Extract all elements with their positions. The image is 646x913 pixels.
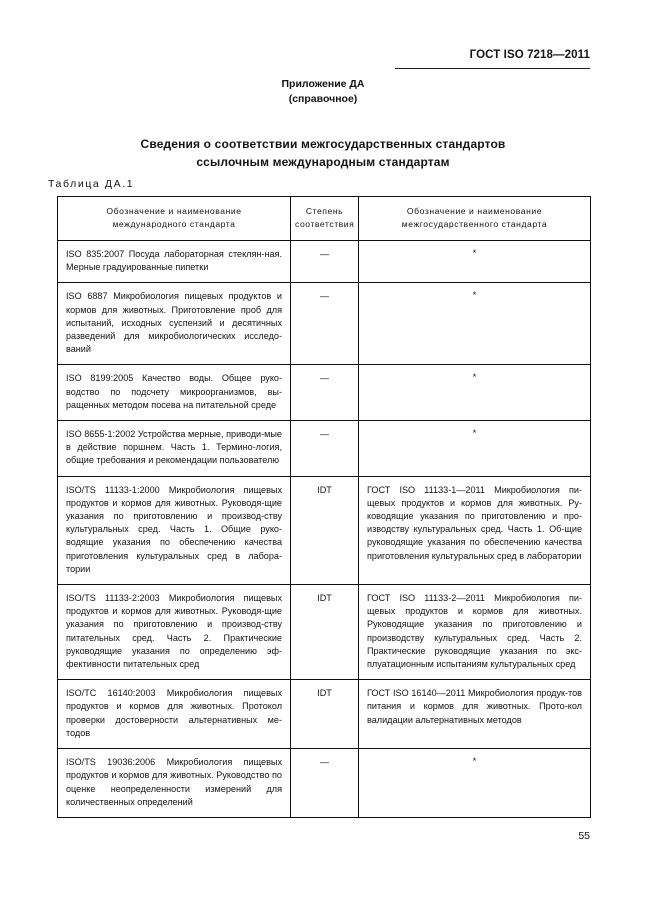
column-header-degree-line-2: соответствия (295, 219, 355, 229)
column-header-national-line-1: Обозначение и наименование (406, 206, 543, 216)
cell-national-standard: ГОСТ ISO 16140—2011 Микробиология продук-тов питания и кормов для животных. Прото-кол валидации альтернативных методов (359, 680, 591, 749)
table-body (58, 241, 591, 818)
table-row (58, 585, 591, 680)
cell-international-standard: ISO 8199:2005 Качество воды. Общее руко-водство по подсчету микроорганизмов, вы-ращенных методом посева на питательной среде (58, 365, 291, 421)
appendix-heading (0, 77, 646, 107)
column-header-national-standard (359, 197, 591, 241)
page-title (70, 135, 576, 171)
header-rule (395, 68, 590, 69)
cell-degree-of-correspondence: — (291, 365, 359, 421)
cell-degree-of-correspondence: IDT (291, 585, 359, 680)
cell-international-standard: ISO/TC 16140:2003 Микробиология пищевых продуктов и кормов для животных. Протокол проверки достоверности альтернативных ме-тодов (58, 680, 291, 749)
column-header-international-line-2: международного стандарта (112, 219, 236, 229)
cell-national-standard-footnote: * (359, 421, 591, 477)
cell-degree-of-correspondence: — (291, 421, 359, 477)
appendix-subtitle: (справочное) (288, 93, 358, 105)
table-row (58, 680, 591, 749)
cell-degree-of-correspondence: — (291, 241, 359, 283)
column-header-international-standard (58, 197, 291, 241)
table-row (58, 421, 591, 477)
cell-national-standard-footnote: * (359, 241, 591, 283)
page-title-line-2: ссылочным международным стандартам (196, 155, 450, 169)
cell-international-standard: ISO/TS 19036:2006 Микробиология пищевых продуктов и кормов для животных. Руководство по оценке неопределенности измерений для количественных определений (58, 749, 291, 818)
table-caption: Таблица ДА.1 (48, 178, 135, 190)
cell-degree-of-correspondence: — (291, 749, 359, 818)
cell-international-standard: ISO 6887 Микробиология пищевых продуктов и кормов для животных. Приготовление проб для испытаний, исходных суспензий и десятичных разведений для микробиологических исследо-ваний (58, 283, 291, 365)
table-row (58, 749, 591, 818)
cell-international-standard: ISO 8655-1:2002 Устройства мерные, приводи-мые в действие поршнем. Часть 1. Термино-логия, общие требования и рекомендации пользователю (58, 421, 291, 477)
column-header-national-line-2: межгосударственного стандарта (401, 219, 548, 229)
table-row (58, 365, 591, 421)
cell-international-standard: ISO/TS 11133-1:2000 Микробиология пищевых продуктов и кормов для животных. Руководя-щие указания по приготовлению и производ-ству культуральных сред. Часть 1. Общие руко-водящие указания по обеспечению качества приготовления культуральных сред в лабора-тории (58, 476, 291, 584)
correspondence-table (57, 196, 591, 818)
table-row (58, 476, 591, 584)
cell-national-standard-footnote: * (359, 283, 591, 365)
table-row (58, 283, 591, 365)
cell-degree-of-correspondence: IDT (291, 476, 359, 584)
cell-degree-of-correspondence: — (291, 283, 359, 365)
cell-national-standard-footnote: * (359, 749, 591, 818)
cell-national-standard: ГОСТ ISO 11133-2—2011 Микробиология пи-щевых продуктов и кормов для животных. Руководящие указания по приготовлению и производству культуральных сред. Часть 2. Практические руководящие указания по экс-плуатационным испытаниям культуральных сред (359, 585, 591, 680)
appendix-title: Приложение ДА (281, 78, 365, 90)
cell-national-standard-footnote: * (359, 365, 591, 421)
column-header-degree-of-correspondence (291, 197, 359, 241)
page-title-line-1: Сведения о соответствии межгосударственных стандартов (140, 137, 506, 151)
column-header-international-line-1: Обозначение и наименование (106, 206, 242, 216)
table-row (58, 241, 591, 283)
table-header-row (58, 197, 591, 241)
running-header: ГОСТ ISO 7218—2011 (469, 49, 590, 61)
cell-national-standard: ГОСТ ISO 11133-1—2011 Микробиология пи-щевых продуктов и кормов для животных. Ру-ководящие указания по приготовлению и про-изводству культуральных сред. Часть 1. Об-щие руководящие указания по обеспечению качества приготовления культуральных сред в лаборатории (359, 476, 591, 584)
column-header-degree-line-1: Степень (305, 206, 344, 216)
cell-international-standard: ISO/TS 11133-2:2003 Микробиология пищевых продуктов и кормов для животных. Руководя-щие указания по приготовлению и производ-ству питательных сред. Часть 2. Практические руководящие указания по определению эф-фективности питательных сред (58, 585, 291, 680)
cell-international-standard: ISO 835:2007 Посуда лабораторная стеклян-ная. Мерные градуированные пипетки (58, 241, 291, 283)
cell-degree-of-correspondence: IDT (291, 680, 359, 749)
page-number: 55 (578, 830, 590, 842)
